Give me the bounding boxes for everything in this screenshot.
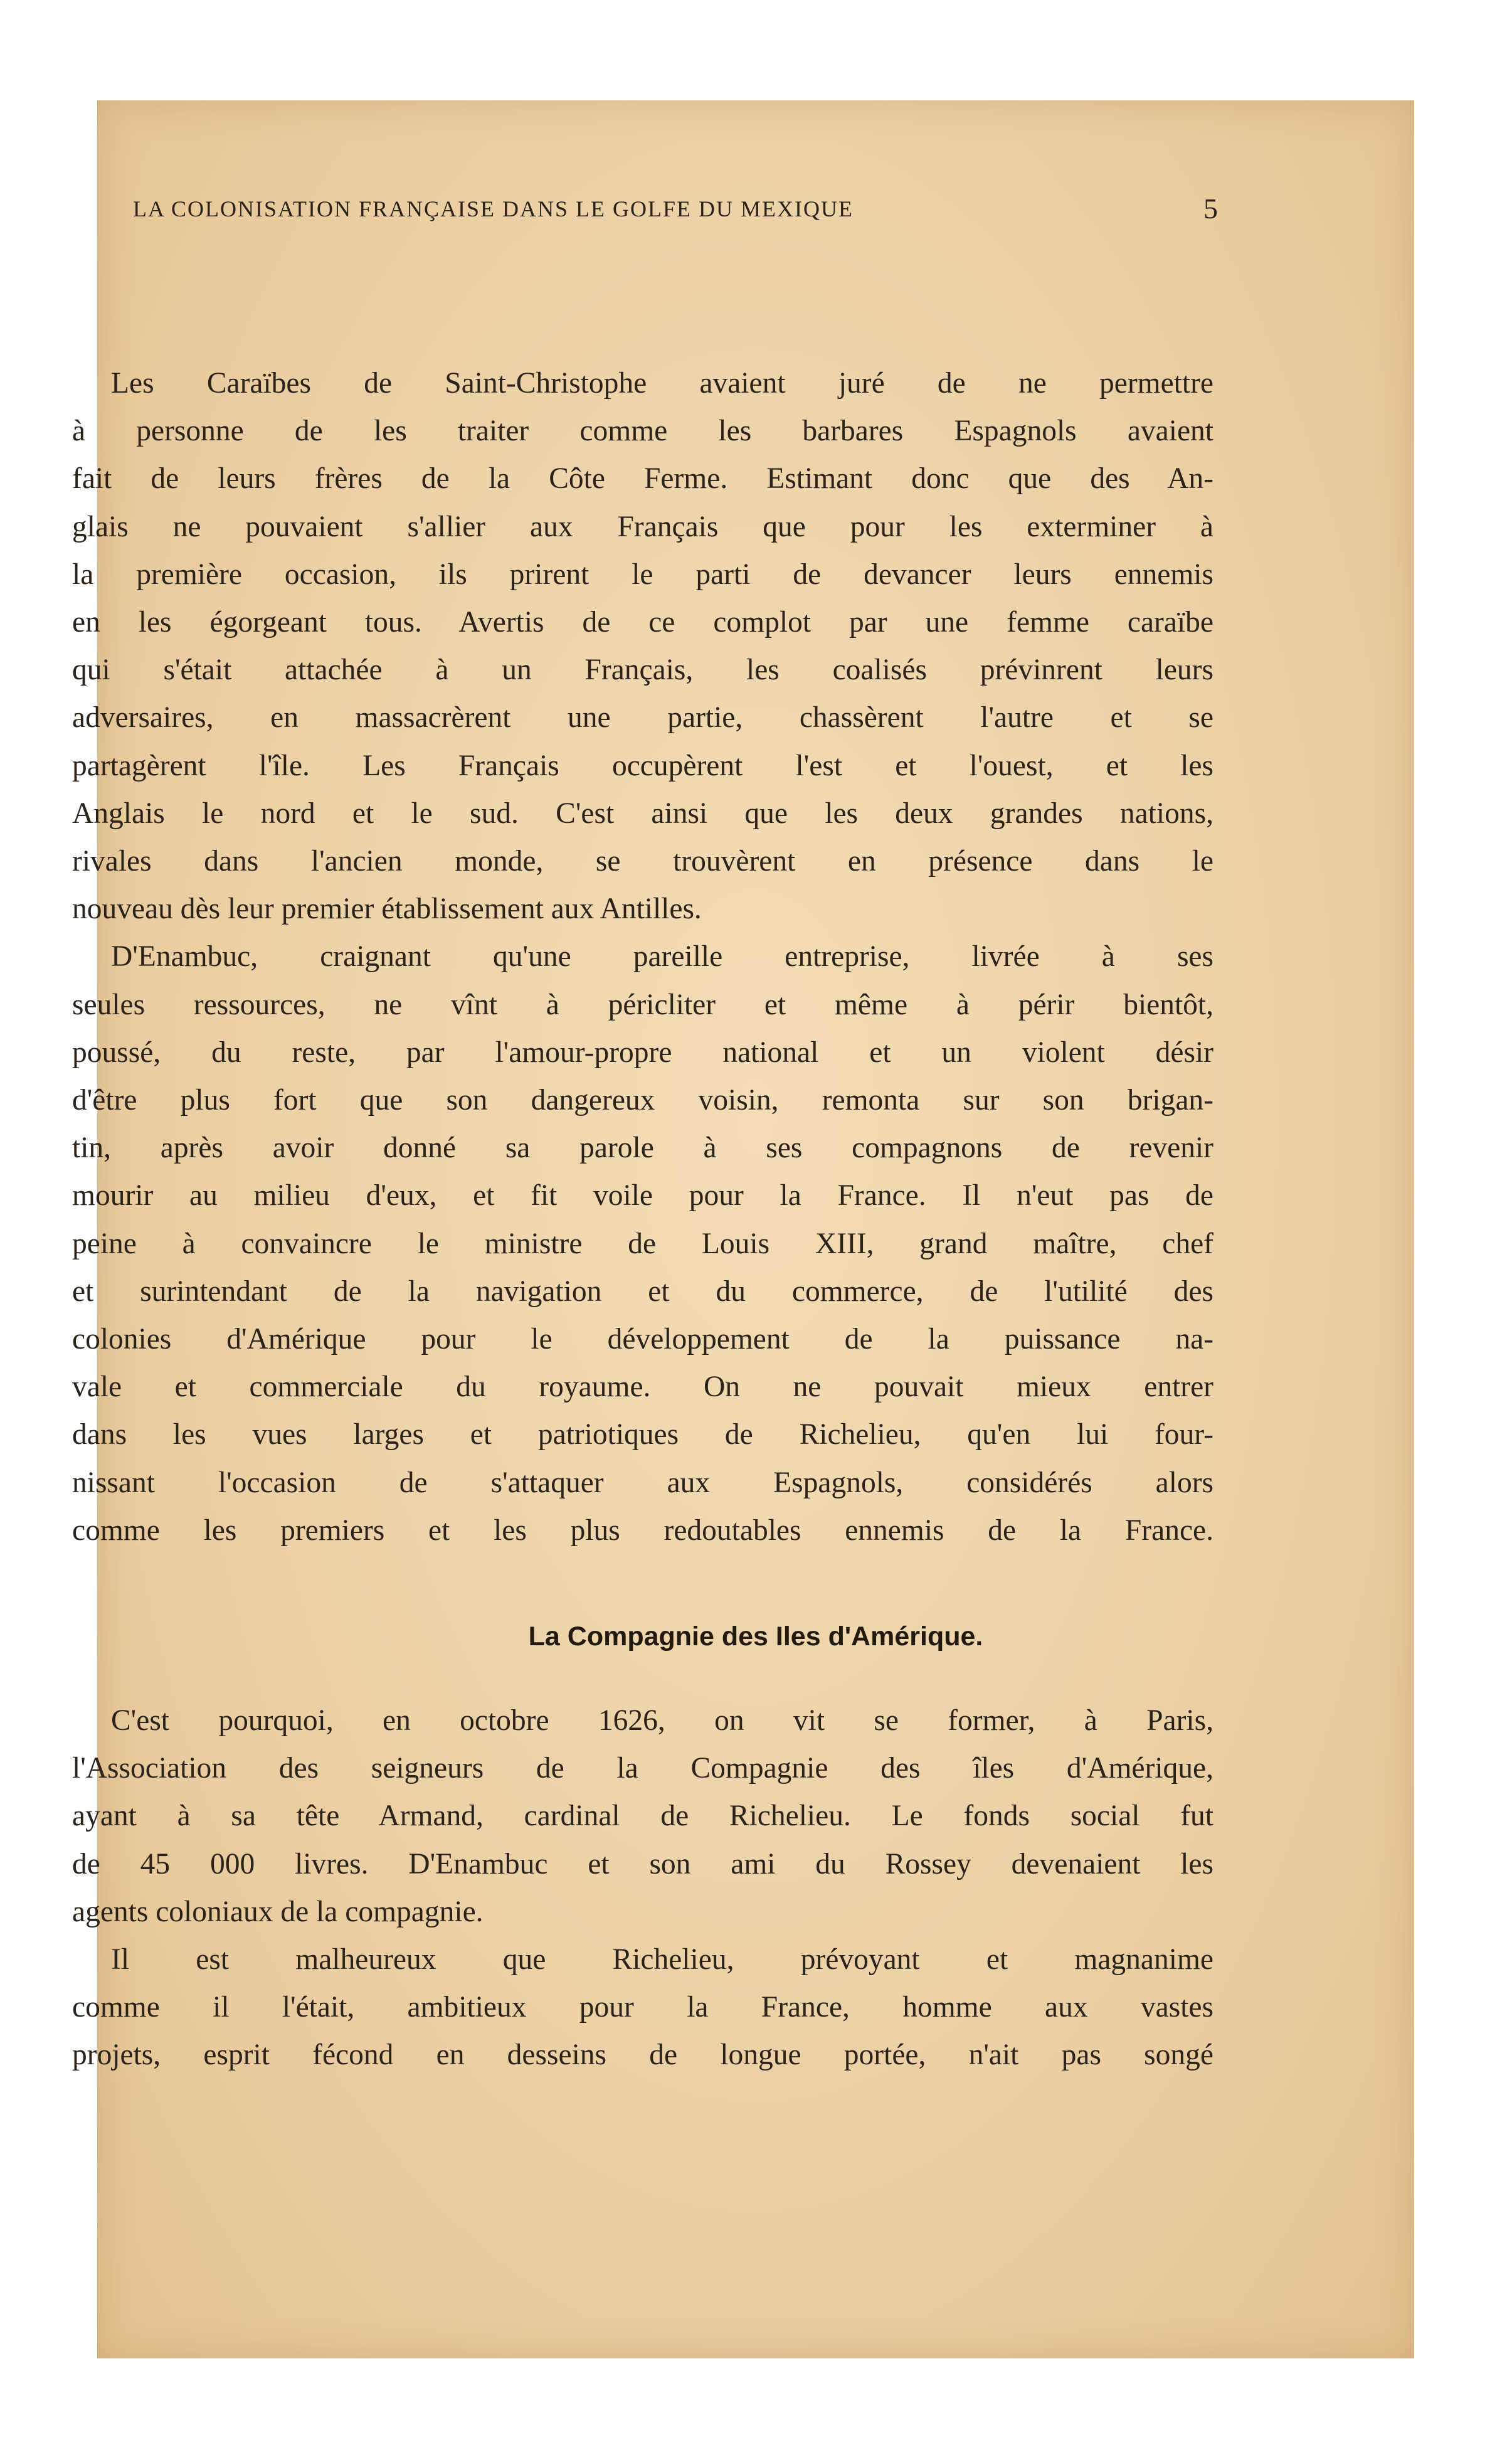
text-line: et surintendant de la navigation et du commerce, de l'utilité des: [72, 1275, 1213, 1308]
text-line: colonies d'Amérique pour le développement de la puissance na-: [72, 1323, 1213, 1356]
text-line: vale et commerciale du royaume. On ne pouvait mieux entrer: [72, 1371, 1213, 1404]
text-line: mourir au milieu d'eux, et fit voile pour la France. Il n'eut pas de: [72, 1179, 1213, 1212]
text-line: dans les vues larges et patriotiques de Richelieu, qu'en lui four-: [72, 1418, 1213, 1451]
text-line: adversaires, en massacrèrent une partie, chassèrent l'autre et se: [72, 701, 1213, 734]
text-line: l'Association des seigneurs de la Compagnie des îles d'Amérique,: [72, 1752, 1213, 1785]
text-line: poussé, du reste, par l'amour-propre national et un violent désir: [72, 1036, 1213, 1069]
text-line: Les Caraïbes de Saint-Christophe avaient juré de ne permettre: [111, 367, 1213, 400]
text-line: agents coloniaux de la compagnie.: [72, 1895, 484, 1928]
text-block-1: [72, 359, 1213, 1554]
page-number: 5: [1203, 193, 1218, 225]
text-line: seules ressources, ne vînt à péricliter et même à périr bientôt,: [72, 988, 1213, 1021]
text-line: comme il l'était, ambitieux pour la France, homme aux vastes: [72, 1991, 1213, 2024]
text-line: en les égorgeant tous. Avertis de ce complot par une femme caraïbe: [72, 606, 1213, 639]
text-line: C'est pourquoi, en octobre 1626, on vit se former, à Paris,: [111, 1704, 1213, 1737]
text-line: projets, esprit fécond en desseins de longue portée, n'ait pas songé: [72, 2039, 1213, 2072]
text-line: comme les premiers et les plus redoutables ennemis de la France.: [72, 1514, 1213, 1547]
text-line: nissant l'occasion de s'attaquer aux Espagnols, considérés alors: [72, 1466, 1213, 1499]
text-line: qui s'était attachée à un Français, les coalisés prévinrent leurs: [72, 654, 1213, 687]
running-head-title: LA COLONISATION FRANÇAISE DANS LE GOLFE DU MEXIQUE: [133, 196, 854, 221]
text-line: à personne de les traiter comme les barbares Espagnols avaient: [72, 415, 1213, 448]
text-line: ayant à sa tête Armand, cardinal de Richelieu. Le fonds social fut: [72, 1800, 1213, 1833]
text-line: Anglais le nord et le sud. C'est ainsi que les deux grandes nations,: [72, 797, 1213, 830]
text-line: nouveau dès leur premier établissement aux Antilles.: [72, 893, 702, 926]
text-line: glais ne pouvaient s'allier aux Français que pour les exterminer à: [72, 510, 1213, 543]
text-line: Il est malheureux que Richelieu, prévoyant et magnanime: [111, 1943, 1213, 1976]
section-heading: La Compagnie des Iles d'Amérique.: [528, 1621, 983, 1652]
text-line: d'être plus fort que son dangereux voisin, remonta sur son brigan-: [72, 1084, 1213, 1117]
text-line: fait de leurs frères de la Côte Ferme. Estimant donc que des An-: [72, 462, 1213, 496]
text-block-2: [72, 1697, 1213, 2079]
text-line: la première occasion, ils prirent le parti de devancer leurs ennemis: [72, 558, 1213, 591]
text-line: peine à convaincre le ministre de Louis XIII, grand maître, chef: [72, 1227, 1213, 1260]
running-head: [133, 193, 1218, 225]
text-line: de 45 000 livres. D'Enambuc et son ami du Rossey devenaient les: [72, 1847, 1213, 1880]
text-line: partagèrent l'île. Les Français occupèrent l'est et l'ouest, et les: [72, 749, 1213, 782]
text-line: D'Enambuc, craignant qu'une pareille entreprise, livrée à ses: [111, 940, 1213, 973]
text-line: rivales dans l'ancien monde, se trouvèrent en présence dans le: [72, 845, 1213, 878]
text-line: tin, après avoir donné sa parole à ses compagnons de revenir: [72, 1132, 1213, 1165]
